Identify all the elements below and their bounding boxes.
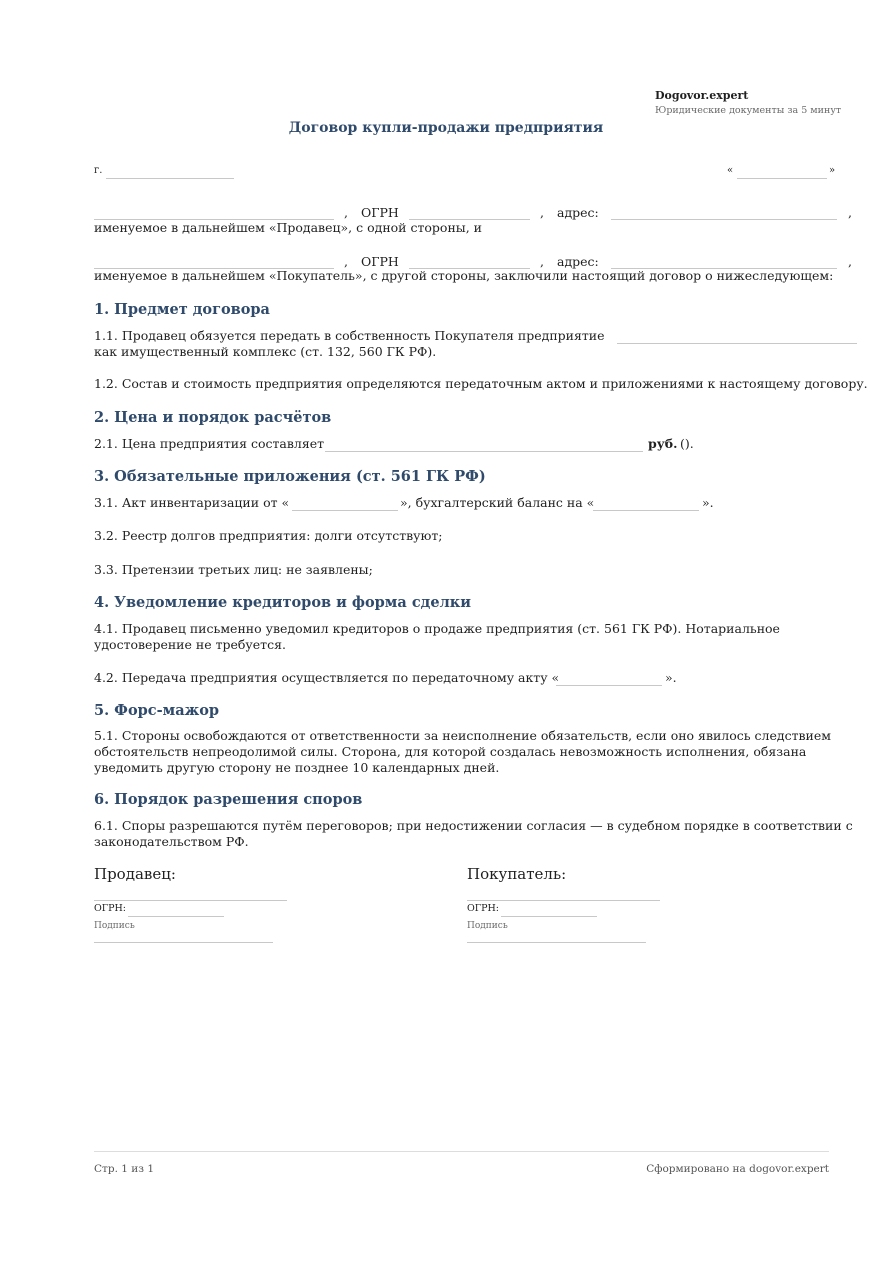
clause-2-1: 2.1. Цена предприятия составляет bbox=[94, 436, 325, 451]
seller-signature-title: Продавец: bbox=[94, 865, 176, 883]
buyer-signature-label: Подпись bbox=[467, 921, 508, 931]
buyer-ogrn-label: ОГРН bbox=[361, 254, 399, 269]
clause-5-1-line-2: обстоятельств непреодолимой силы. Сторона, для которой создалась невозможность исполнения, обязана bbox=[94, 744, 807, 759]
transfer-act-date-blank[interactable] bbox=[556, 685, 662, 686]
date-quote-close: » bbox=[829, 165, 836, 176]
section-5-heading: 5. Форс-мажор bbox=[94, 702, 220, 719]
seller-signature-name-blank[interactable] bbox=[94, 900, 287, 901]
buyer-signature-line[interactable] bbox=[467, 942, 646, 943]
clause-6-1-line-1: 6.1. Споры разрешаются путём переговоров; при недостижении согласия — в судебном порядке в соответствии с bbox=[94, 818, 853, 833]
price-words-paren: (). bbox=[680, 436, 694, 451]
clause-3-1-part-1: 3.1. Акт инвентаризации от « bbox=[94, 495, 290, 510]
document-title: Договор купли-продажи предприятия bbox=[288, 120, 604, 136]
buyer-comma-3: , bbox=[848, 254, 852, 269]
section-4-heading: 4. Уведомление кредиторов и форма сделки bbox=[94, 594, 472, 611]
seller-signature-label: Подпись bbox=[94, 921, 135, 931]
clause-5-1-line-3: уведомить другую сторону не позднее 10 календарных дней. bbox=[94, 760, 500, 775]
brand-name: Dogovor.expert bbox=[655, 89, 749, 102]
buyer-signature-title: Покупатель: bbox=[467, 865, 567, 883]
buyer-comma-2: , bbox=[540, 254, 544, 269]
clause-4-1-line-1: 4.1. Продавец письменно уведомил кредиторов о продаже предприятия (ст. 561 ГК РФ). Нотариальное bbox=[94, 621, 780, 636]
price-currency: руб. bbox=[648, 436, 678, 451]
clause-3-1-part-2: », бухгалтерский баланс на « bbox=[400, 495, 595, 510]
footer-page-number: Стр. 1 из 1 bbox=[94, 1163, 155, 1175]
brand-tagline: Юридические документы за 5 минут bbox=[655, 105, 842, 116]
brand-block bbox=[655, 88, 855, 118]
seller-signature-line[interactable] bbox=[94, 942, 273, 943]
city-blank[interactable] bbox=[106, 178, 234, 179]
clause-6-1-line-2: законодательством РФ. bbox=[94, 834, 249, 849]
section-2-heading: 2. Цена и порядок расчётов bbox=[94, 409, 332, 426]
buyer-signature-name-blank[interactable] bbox=[467, 900, 660, 901]
date-blank[interactable] bbox=[737, 178, 827, 179]
seller-signature-ogrn-label: ОГРН: bbox=[94, 903, 126, 914]
clause-3-1-part-3: ». bbox=[702, 495, 714, 510]
clause-5-1-line-1: 5.1. Стороны освобождаются от ответственности за неисполнение обязательств, если оно явилось следствием bbox=[94, 728, 831, 743]
section-3-heading: 3. Обязательные приложения (ст. 561 ГК РФ) bbox=[94, 468, 486, 485]
seller-signature-ogrn-blank[interactable] bbox=[128, 916, 224, 917]
clause-4-2-part-1: 4.2. Передача предприятия осуществляется по передаточному акту « bbox=[94, 670, 560, 685]
seller-address-label: адрес: bbox=[557, 205, 599, 220]
date-quote-open: « bbox=[727, 165, 734, 176]
section-6-heading: 6. Порядок разрешения споров bbox=[94, 791, 363, 808]
clause-1-1-line-1: 1.1. Продавец обязуется передать в собственность Покупателя предприятие bbox=[94, 328, 605, 343]
seller-ogrn-label: ОГРН bbox=[361, 205, 399, 220]
footer-divider bbox=[94, 1151, 829, 1152]
seller-address-blank[interactable] bbox=[611, 219, 837, 220]
clause-1-2: 1.2. Состав и стоимость предприятия определяются передаточным актом и приложениями к настоящему договору. bbox=[94, 376, 868, 391]
footer-generated: Сформировано на dogovor.expert bbox=[646, 1163, 829, 1175]
buyer-description: именуемое в дальнейшем «Покупатель», с другой стороны, заключили настоящий договор о нижеследующем: bbox=[94, 268, 834, 283]
clause-1-1-line-2: как имущественный комплекс (ст. 132, 560 ГК РФ). bbox=[94, 344, 437, 359]
clause-4-2-part-2: ». bbox=[665, 670, 677, 685]
buyer-signature-ogrn-label: ОГРН: bbox=[467, 903, 499, 914]
buyer-signature-ogrn-blank[interactable] bbox=[501, 916, 597, 917]
buyer-comma-1: , bbox=[344, 254, 348, 269]
price-blank[interactable] bbox=[325, 451, 643, 452]
seller-comma-2: , bbox=[540, 205, 544, 220]
clause-3-3: 3.3. Претензии третьих лиц: не заявлены; bbox=[94, 562, 373, 577]
inventory-date-blank[interactable] bbox=[292, 510, 398, 511]
seller-description: именуемое в дальнейшем «Продавец», с одной стороны, и bbox=[94, 220, 483, 235]
city-prefix: г. bbox=[94, 165, 103, 176]
clause-4-1-line-2: удостоверение не требуется. bbox=[94, 637, 286, 652]
balance-date-blank[interactable] bbox=[593, 510, 699, 511]
seller-comma-3: , bbox=[848, 205, 852, 220]
buyer-address-label: адрес: bbox=[557, 254, 599, 269]
clause-3-2: 3.2. Реестр долгов предприятия: долги отсутствуют; bbox=[94, 528, 443, 543]
seller-comma-1: , bbox=[344, 205, 348, 220]
section-1-heading: 1. Предмет договора bbox=[94, 301, 270, 318]
